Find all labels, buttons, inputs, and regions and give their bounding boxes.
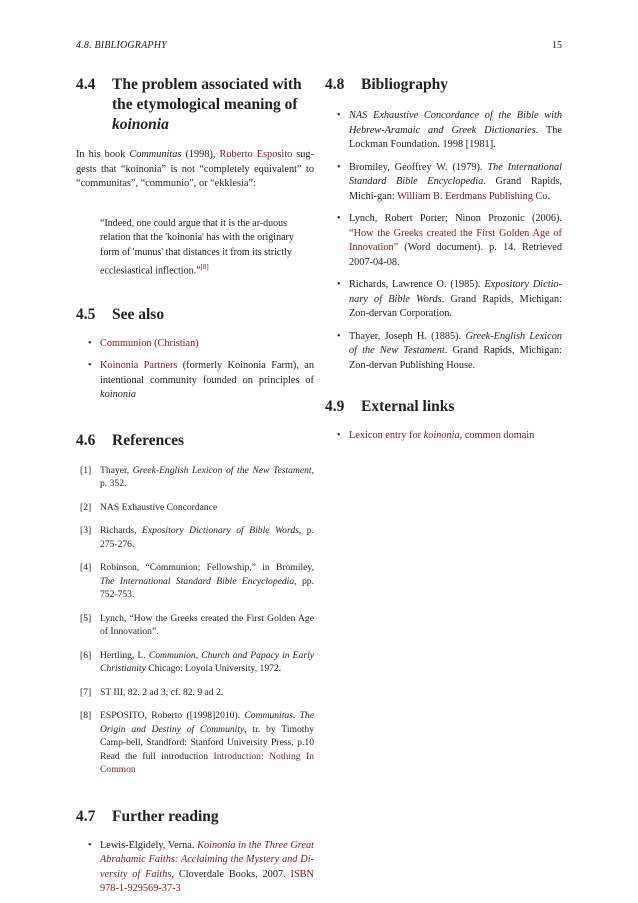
references-list [76,464,314,777]
list-item: • Koinonia Partners (formerly Koinonia Farm), an intentional community founded on principles of koinonia [76,359,314,403]
running-header: 4.8. BIBLIOGRAPHY [76,40,167,51]
communion-link[interactable]: Communion (Christian) [100,337,199,349]
author-link[interactable]: Roberto Esposito [219,149,293,160]
reference-item: [6] Hertling, L. Communion, Church and Papacy in Early Christianity Chicago: Loyola University, 1972. [80,649,314,675]
bibliography-list [325,109,562,373]
list-item [325,429,562,444]
external-links-list [325,429,562,444]
list-item: • Lynch, Robert Porter; Ninon Prozonic (2006). “How the Greeks created the First Golden Age of Innovation” (Word document). p. 14. Retrieved 2007-04-08. [325,212,562,270]
section-heading: 4.6 References [76,431,185,449]
publisher-link[interactable]: William B. Eerdmans Publishing Co [397,190,548,202]
see-also-list [76,337,314,403]
section-heading: 4.4 The problem associated with the etymological meaning of koinonia [76,76,302,133]
koinonia-partners-link[interactable]: Koinonia Partners [100,360,178,372]
citation-link[interactable]: [8] [200,263,209,271]
section-4-4 [76,75,314,279]
section-heading: 4.7 Further reading [76,807,219,825]
section-heading: 4.5 See also [76,305,165,323]
list-item: • NAS Exhaustive Concordance of the Bible with Hebrew-Aramaic and Greek Dictionaries. The Lockman Foundation. 1998 [1981]. [325,109,562,153]
section-4-7 [76,807,314,897]
book-link[interactable]: Koinonia in the Three Great Abrahamic Faiths: Acclaiming the Mystery and Di-versity of Faiths [100,839,314,880]
reference-item: [4] Robinson, “Communion; Fellowship,” in Bromiley, The International Standard Bible Encyclopedia, pp. 752-753. [80,562,314,601]
article-link[interactable]: “How the Greeks created the First Golden Age of Innovation” [349,227,562,253]
section-4-9 [325,397,562,444]
section-4-6 [76,431,314,777]
reference-item: [2] NAS Exhaustive Concordance [80,501,218,513]
section-heading: 4.9 External links [325,398,455,415]
reference-item: [7] ST III, 82. 2 ad 3; cf. 82. 9 ad 2. [80,686,224,698]
list-item: • Thayer, Joseph H. (1885). Greek-English Lexicon of the New Testament. Grand Rapids, Michigan: Zon-dervan Publishing House. [325,330,562,374]
introduction-link[interactable]: Introduction: Nothing In Common [100,750,314,776]
list-item: • Bromiley, Geoffrey W. (1979). The International Standard Bible Encyclopedia. Grand Rapids, Michi-gan: William B. Eerdmans Publishing Co. [325,161,562,205]
reference-item: [1] Thayer, Greek-English Lexicon of the New Testament, p. 352. [80,464,315,490]
list-item [76,337,314,352]
reference-item: [3] Richards, Expository Dictionary of Bible Words, p. 275-276. [80,525,314,550]
reference-item: [8] ESPOSITO, Roberto ([1998]2010). Communitas. The Origin and Destiny of Community, tr. by Timothy Camp-bell, Standford: Stanford University Press, p.10 Read the full introduction Introduction: Nothing In Common [80,710,315,776]
reference-item: [5] Lynch, “How the Greeks created the First Golden Age of Innovation”. [80,612,314,638]
left-column [76,75,314,897]
further-reading-list [76,839,314,897]
section-4-8 [325,75,562,373]
section-4-5 [76,305,314,403]
isbn-link[interactable]: ISBN 978-1-929569-37-3 [100,868,314,895]
list-item: • Lewis-Elgidely, Verna. Koinonia in the Three Great Abrahamic Faiths: Acclaiming the Mystery and Di-versity of Faiths, Cloverdale Books, 2007. ISBN 978-1-929569-37-3 [76,839,314,897]
lexicon-link[interactable]: Lexicon entry for koinonia, common domain [349,430,535,441]
page-number: 15 [552,40,562,51]
section-heading: 4.8 Bibliography [325,76,448,93]
list-item: • Richards, Lawrence O. (1985). Expository Dictio-nary of Bible Words. Grand Rapids, Michigan: Zon-dervan Corporation. [325,278,562,322]
block-quote: “Indeed, one could argue that it is the ar-duous relation that the 'koinonia' has with the originary form of 'munus' that distances it from its strictly ecclesiastical inflection.”[8] [100,217,294,277]
paragraph: In his book Communitas (1998), Roberto Esposito sug-gests that “koinonia” is not “completely equivalent” to “communitas”, “communio”, or “ekklesia”: [76,149,314,189]
right-column [325,75,562,444]
